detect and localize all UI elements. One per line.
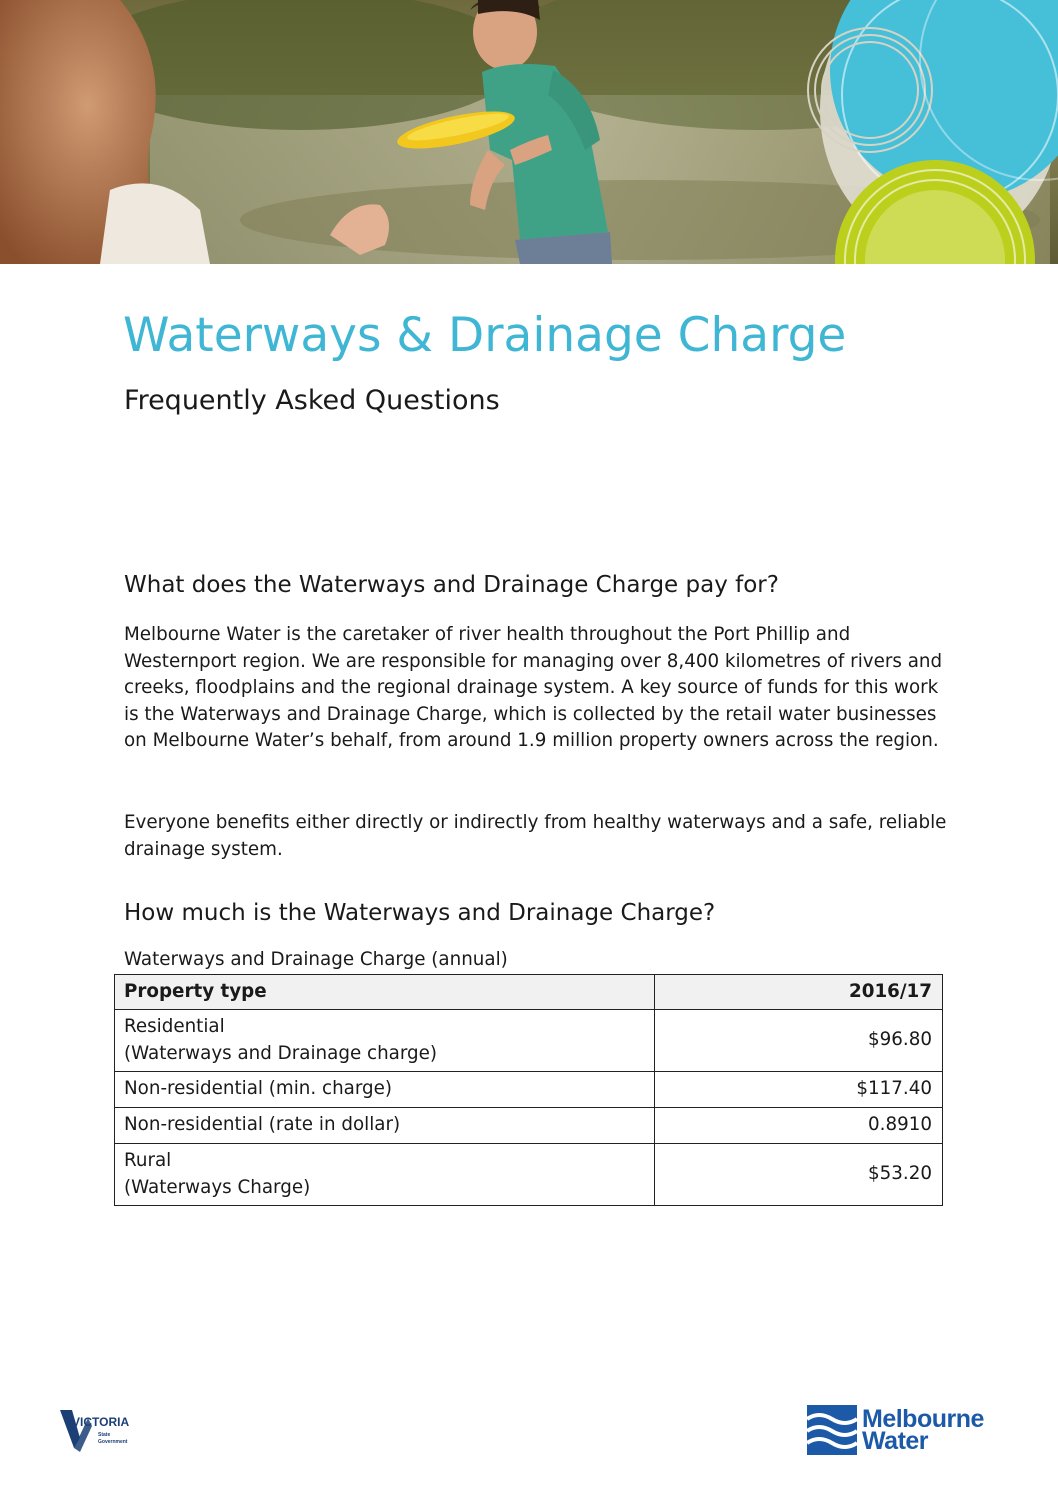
table-row <box>115 1108 943 1144</box>
property-type-cell: Non-residential (min. charge) <box>115 1072 655 1108</box>
melbourne-water-logo <box>807 1405 984 1455</box>
page-title: Waterways & Drainage Charge <box>123 308 847 363</box>
property-type-note: (Waterways Charge) <box>124 1176 311 1198</box>
table-row <box>115 1072 943 1108</box>
property-type-line: Rural <box>124 1150 172 1171</box>
hero-photo <box>0 0 1058 264</box>
property-type-cell <box>115 1010 655 1072</box>
section-heading-pay-for: What does the Waterways and Drainage Charge pay for? <box>124 572 779 598</box>
mw-logo-line1: Melbourne <box>862 1405 984 1433</box>
charges-table <box>114 974 943 1206</box>
victoria-logo-state: State <box>98 1432 111 1438</box>
section-heading-how-much: How much is the Waterways and Drainage Charge? <box>124 900 716 926</box>
property-type-note: (Waterways and Drainage charge) <box>124 1042 438 1064</box>
table-caption: Waterways and Drainage Charge (annual) <box>124 949 508 970</box>
melbourne-water-wave-icon <box>807 1405 857 1455</box>
property-type-line: Residential <box>124 1016 225 1037</box>
charge-value: 0.8910 <box>655 1108 943 1144</box>
victoria-logo-word: VICTORIA <box>72 1415 130 1429</box>
column-header-year: 2016/17 <box>655 975 943 1010</box>
page-subtitle: Frequently Asked Questions <box>124 385 500 416</box>
paragraph-caretaker: Melbourne Water is the caretaker of river health throughout the Port Phillip and Westernport region. We are responsible for managing over 8,400 kilometres of rivers and creeks, floodplains and the regional drainage system. A key source of funds for this work is the Waterways and Drainage Charge, which is collected by the retail water businesses on Melbourne Water’s behalf, from around 1.9 million property owners across the region. <box>124 624 943 752</box>
table-header-row <box>115 975 943 1010</box>
charge-value: $117.40 <box>655 1072 943 1108</box>
property-type-cell: Non-residential (rate in dollar) <box>115 1108 655 1144</box>
victoria-logo-government: Government <box>98 1439 128 1445</box>
victoria-state-government-logo <box>58 1408 148 1462</box>
mw-logo-line2: Water <box>862 1427 929 1455</box>
charge-value: $53.20 <box>655 1144 943 1206</box>
charge-value: $96.80 <box>655 1010 943 1072</box>
table-row <box>115 1010 943 1072</box>
property-type-cell <box>115 1144 655 1206</box>
paragraph-benefits: Everyone benefits either directly or indirectly from healthy waterways and a safe, reliable drainage system. <box>124 812 947 860</box>
column-header-property-type: Property type <box>115 975 655 1010</box>
table-row <box>115 1144 943 1206</box>
